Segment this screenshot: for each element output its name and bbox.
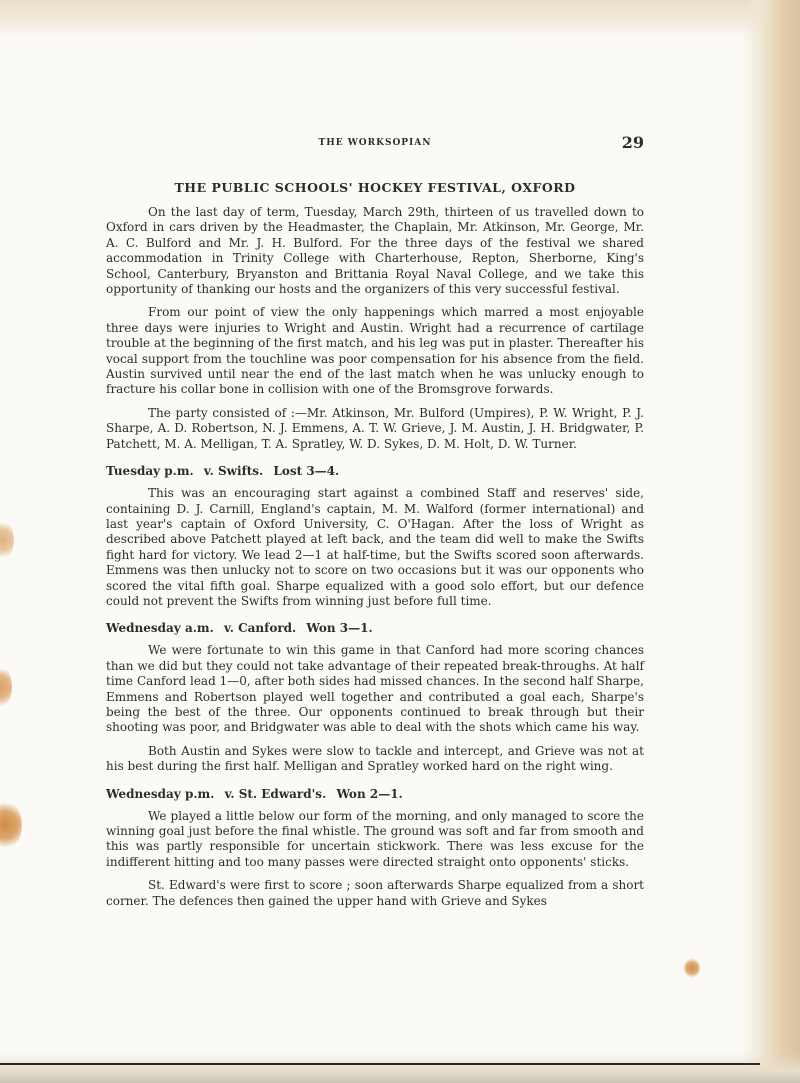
- match-result: Lost 3—4.: [273, 464, 340, 479]
- running-title: THE WORKSOPIAN: [318, 138, 432, 148]
- paper-stain: [684, 958, 700, 978]
- match-paragraph: We played a little below our form of the morning, and only managed to score the winning goal just before the final whistle. The ground was soft and far from smooth and this was partly responsible for uncertain stickwork. There was less excuse for the indifferent hitting and too many passes were directed straight onto opponents' sticks.: [106, 808, 644, 869]
- match-opponent: v. Canford.: [223, 621, 297, 636]
- intro-paragraph: On the last day of term, Tuesday, March 29th, thirteen of us travelled down to Oxford in cars driven by the Headmaster, the Chaplain, Mr. Atkinson, Mr. George, Mr. A. C. Bulford and Mr. J. H. Bulford. For the three days of the festival we shared accommodation in Trinity College with Charterhouse, Repton, Sherborne, King's School, Canterbury, Bryanston and Brittania Royal Naval College, and we take this opportunity of thanking our hosts and the organizers of this very successful festival.: [106, 205, 644, 297]
- page-right-edge: [742, 0, 800, 1083]
- match-heading: [106, 464, 644, 479]
- match-paragraph: Both Austin and Sykes were slow to tackle and intercept, and Grieve was not at his best during the first half. Melligan and Spratley worked hard on the right wing.: [106, 743, 644, 774]
- match-time: Wednesday p.m.: [106, 786, 215, 801]
- page-top-edge: [0, 0, 800, 36]
- paper-stain: [0, 800, 22, 850]
- match-paragraph: We were fortunate to win this game in that Canford had more scoring chances than we did but they could not take advantage of their repeated break-throughs. At half time Canford lead 1—0, after both sides had missed chances. In the second half Sharpe, Emmens and Robertson played well together and contributed a goal each, Sharpe's being the best of the three. Our opponents continued to break through but their shooting was poor, and Bridgwater was able to deal with the shots which came his way.: [106, 643, 644, 735]
- page-bottom-edge: [0, 1053, 800, 1083]
- match-time: Wednesday a.m.: [106, 621, 214, 636]
- match-heading: [106, 787, 644, 802]
- paper-stain: [0, 665, 12, 709]
- match-opponent: v. St. Edward's.: [224, 786, 327, 801]
- page-number: 29: [621, 133, 644, 152]
- intro-paragraph: The party consisted of :—Mr. Atkinson, Mr. Bulford (Umpires), P. W. Wright, P. J. Sharpe, A. D. Robertson, N. J. Emmens, A. T. W. Grieve, J. M. Austin, J. H. Bridgwater, P. Patchett, M. A. Melligan, T. A. Spratley, W. D. Sykes, D. M. Holt, D. W. Turner.: [106, 405, 644, 451]
- match-paragraph: This was an encouraging start against a combined Staff and reserves' side, containing D. J. Carnill, England's captain, M. M. Walford (former international) and last year's captain of Oxford University, C. O'Hagan. After the loss of Wright as described above Patchett played at left back, and the team did well to make the Swifts fight hard for victory. We lead 2—1 at half-time, but the Swifts scored soon afterwards. Emmens was then unlucky not to score on two occasions but it was our opponents who scored the vital fifth goal. Sharpe equalized with a good solo effort, but our defence could not prevent the Swifts from winning just before full time.: [106, 486, 644, 608]
- intro-paragraph: From our point of view the only happenings which marred a most enjoyable three days were injuries to Wright and Austin. Wright had a recurrence of cartilage trouble at the beginning of the first match, and his leg was put in plaster. Thereafter his vocal support from the touchline was poor compensation for his absence from the field. Austin survived until near the end of the last match when he was unlucky enough to fracture his collar bone in collision with one of the Bromsgrove forwards.: [106, 305, 644, 397]
- match-result: Won 2—1.: [336, 786, 403, 801]
- running-head: [106, 124, 644, 164]
- article-title: THE PUBLIC SCHOOLS' HOCKEY FESTIVAL, OXFORD: [174, 180, 576, 195]
- match-time: Tuesday p.m.: [106, 464, 194, 479]
- match-result: Won 3—1.: [306, 621, 373, 636]
- page-content: [106, 124, 644, 917]
- match-paragraph: St. Edward's were first to score ; soon afterwards Sharpe equalized from a short corner. The defences then gained the upper hand with Grieve and Sykes: [106, 878, 644, 908]
- match-heading: [106, 621, 644, 636]
- match-opponent: v. Swifts.: [203, 464, 264, 479]
- paper-stain: [0, 520, 14, 560]
- page-bottom-rule: [0, 1063, 760, 1065]
